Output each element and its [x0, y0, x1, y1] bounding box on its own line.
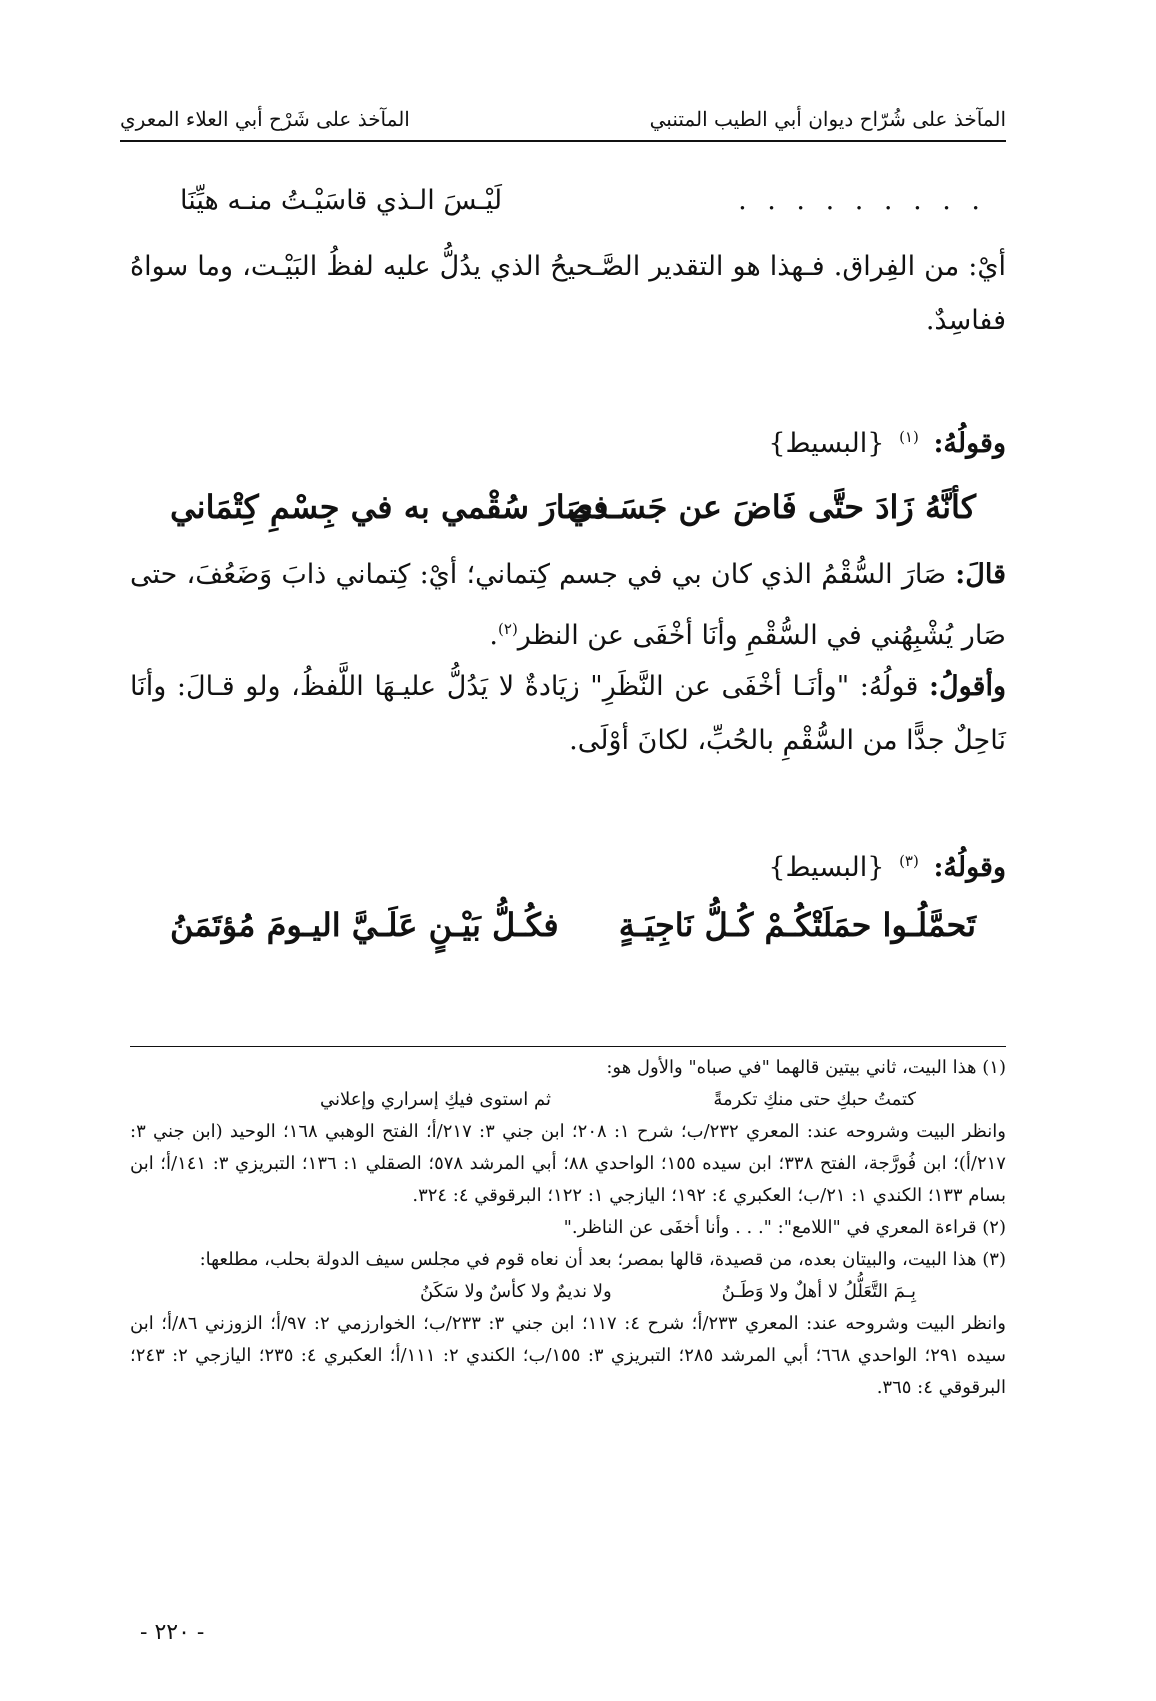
entry-1-aqul-paragraph	[130, 660, 1006, 768]
commentary-paragraph: أيْ: من الفِراق. فـهذا هو التقدير الصَّـحيحُ الذي يدُلُّ عليه لفظُ البَيْـت، وما سواهُ ففاسِدٌ.	[130, 251, 1006, 336]
entry-2-hemistich-2: فكُـلُّ بَيْـنٍ عَلَـيَّ اليـومَ مُؤتَمَنُ	[170, 906, 559, 944]
footnote-1-intro: (١) هذا البيت، ثاني بيتين قالهما "في صباه" والأول هو:	[606, 1057, 1006, 1078]
entry-2-verse	[150, 906, 986, 962]
footnote-1-verse	[130, 1084, 1006, 1116]
footnote-divider	[130, 1046, 1006, 1047]
page-number: - ٢٢٠ -	[140, 1620, 205, 1645]
footnote-1-references: وانظر البيت وشروحه عند: المعري ٢٣٢/ب؛ شرح ١: ٢٠٨؛ ابن جني ٣: ٢١٧/أ؛ الفتح الوهبي ١٦٨؛ الوحيد (ابن جني ٣: ٢١٧/أ)؛ ابن فُورَّجة، الفتح ٣٣٨؛ ابن سيده ١٥٥؛ الواحدي ٨٨؛ أبي المرشد ٥٧٨؛ الصقلي ١: ١٣٦؛ التبريزي ٣: ١٤١/أ؛ ابن بسام ١٣٣؛ الكندي ١: ٢١/ب؛ العكبري ٤: ١٩٢؛ اليازجي ١: ١٢٢؛ البرقوقي ٤: ٣٢٤.	[130, 1121, 1006, 1206]
entry-1-hemistich-1: كأنَّهُ زَادَ حتَّى فَاضَ عن جَسَـدي	[567, 488, 976, 526]
footnote-3-intro: (٣) هذا البيت، والبيتان بعده، من قصيدة، قالها بمصر؛ بعد أن نعاه قوم في مجلس سيف الدولة بحلب، مطلعها:	[199, 1249, 1006, 1270]
top-verse	[150, 185, 986, 235]
qal-label: قالَ:	[955, 559, 1006, 590]
entry-1-note-ref: (١)	[899, 428, 919, 446]
entry-2-intro-word: وقولُهُ:	[933, 852, 1006, 883]
aqul-label: وأقولُ:	[929, 671, 1006, 702]
header-book-title: المآخذ على شُرّاح ديوان أبي الطيب المتنبي	[649, 107, 1006, 131]
top-verse-first-hemistich: . . . . . . . . .	[738, 185, 986, 216]
aqul-text: قولُهُ: "وأنَـا أخْفَى عن النَّظَرِ" زيَادةٌ لا يَدُلُّ عليـهَا اللَّفظُ، ولو قـالَ: وأنَا نَاحِلٌ جدًّا من السُّقْمِ بالحُبِّ، لكانَ أوْلَى.	[130, 671, 1006, 756]
header-divider	[120, 140, 1006, 142]
header-section-title: المآخذ على شَرْح أبي العلاء المعري	[120, 107, 410, 131]
footnote-3-verse-b: ولا نديمٌ ولا كأسٌ ولا سَكَنُ	[420, 1281, 612, 1302]
footnote-1-verse-b: ثم استوى فيكِ إسراري وإعلاني	[320, 1089, 551, 1110]
entry-1-qal-paragraph: قالَ: صَارَ السُّقْمُ الذي كان بي في جسم كِتماني؛ أيْ: كِتماني ذابَ وَضَعُفَ، حتى صَار يُشْبِهُني في السُّقْمِ وأنَا أخْفَى عن النظر$^{(٢)}$.	[130, 559, 1006, 651]
qal-note-ref: (٢)	[498, 620, 518, 638]
entry-1-intro-word: وقولُهُ:	[933, 428, 1006, 459]
entry-1-verse	[150, 488, 986, 544]
top-verse-second-hemistich: لَيْـسَ الـذي قاسَيْـتُ منـه هيِّنَا	[180, 185, 503, 216]
entry-1-intro	[768, 428, 1006, 459]
entry-2-meter: {البسيط}	[768, 852, 885, 883]
footnote-2: (٢) قراءة المعري في "اللامع": ". . . وأنا أخفَى عن الناظر."	[563, 1217, 1006, 1238]
running-header	[120, 96, 1006, 142]
footnote-3-verse-a: بِـمَ التَّعَلُّلُ لا أهلٌ ولا وَطَـنُ	[721, 1281, 916, 1302]
entry-2-intro	[768, 852, 1006, 883]
footnotes	[130, 1052, 1006, 1404]
entry-2-hemistich-1: تَحمَّلُـوا حمَلَتْكُـمْ كُـلُّ نَاجِيَـةٍ	[618, 906, 976, 944]
entry-2-note-ref: (٣)	[899, 852, 919, 870]
entry-1-meter: {البسيط}	[768, 428, 885, 459]
entry-1-hemistich-2: فصَارَ سُقْمي به في جِسْمِ كِتْمَاني	[170, 488, 609, 526]
footnote-3-references: وانظر البيت وشروحه عند: المعري ٢٣٣/أ؛ شرح ٤: ١١٧؛ ابن جني ٣: ٢٣٣/ب؛ الخوارزمي ٢: ٩٧/أ؛ الزوزني ٨٦/أ؛ ابن سيده ٢٩١؛ الواحدي ٦٦٨؛ أبي المرشد ٢٨٥؛ التبريزي ٣: ١٥٥/ب؛ الكندي ٢: ١١١/أ؛ العكبري ٤: ٢٣٥؛ اليازجي ٢: ٢٤٣؛ البرقوقي ٤: ٣٦٥.	[130, 1313, 1006, 1398]
footnote-1-verse-a: كتمتُ حبكِ حتى منكِ تكرمةً	[713, 1089, 916, 1110]
footnote-3-verse	[130, 1276, 1006, 1308]
qal-text: صَارَ السُّقْمُ الذي كان بي في جسم كِتماني؛ أيْ: كِتماني ذابَ وَضَعُفَ، حتى صَار يُشْبِهُني في السُّقْمِ وأنَا أخْفَى عن النظر	[130, 559, 1006, 651]
